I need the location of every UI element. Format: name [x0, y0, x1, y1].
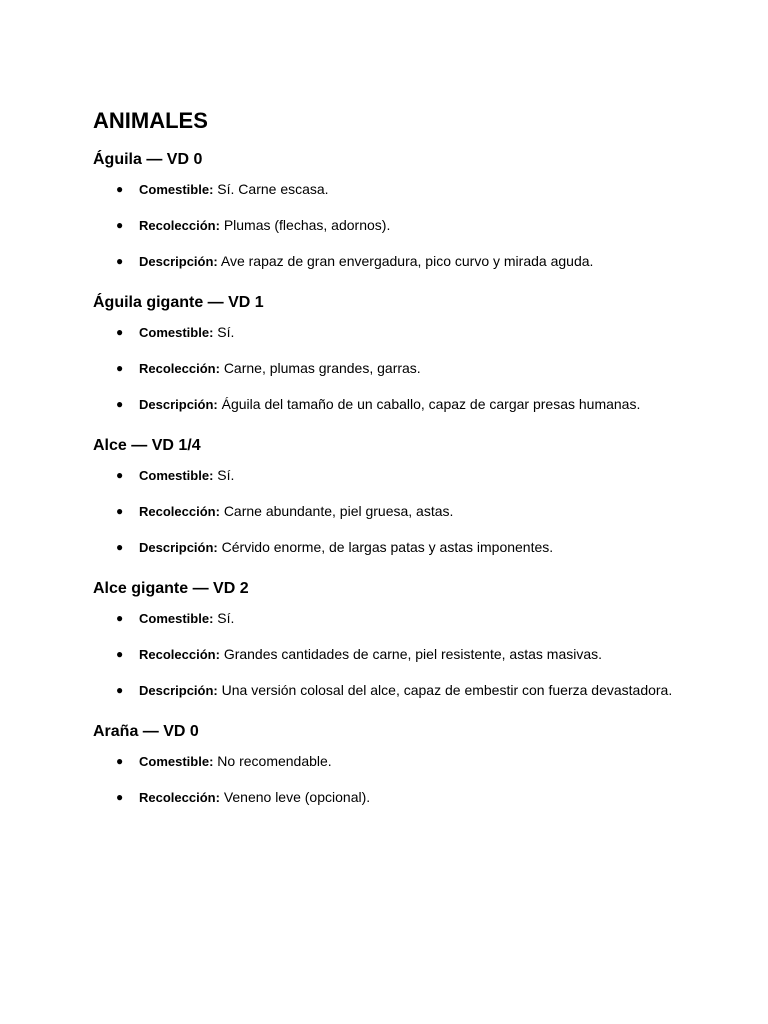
document-title: ANIMALES: [93, 108, 208, 133]
animal-entry: [93, 150, 693, 271]
field-value: Águila del tamaño de un caballo, capaz de cargar presas humanas.: [221, 396, 641, 412]
field-label: Comestible:: [139, 611, 214, 626]
animal-heading: Águila gigante — VD 1: [93, 294, 264, 311]
bullet-icon: ●: [116, 754, 124, 768]
bullet-icon: ●: [116, 397, 124, 411]
field-label: Descripción:: [139, 397, 218, 412]
field-value: Sí. Carne escasa.: [217, 181, 329, 197]
list-item: [93, 323, 693, 342]
bullet-icon: ●: [116, 325, 124, 339]
animal-heading: Alce gigante — VD 2: [93, 580, 249, 597]
bullet-icon: ●: [116, 182, 124, 196]
animal-entry: [93, 722, 693, 807]
field-label: Comestible:: [139, 468, 214, 483]
field-list: [93, 752, 693, 807]
field-label: Recolección:: [139, 361, 220, 376]
field-label: Comestible:: [139, 325, 214, 340]
document-page: [93, 108, 693, 829]
field-value: Sí.: [217, 610, 235, 626]
animal-entry: [93, 436, 693, 557]
field-value: Una versión colosal del alce, capaz de embestir con fuerza devastadora.: [221, 682, 673, 698]
list-item: [93, 395, 693, 414]
field-label: Recolección:: [139, 647, 220, 662]
bullet-icon: ●: [116, 683, 124, 697]
field-list: [93, 466, 693, 557]
bullet-icon: ●: [116, 468, 124, 482]
bullet-icon: ●: [116, 361, 124, 375]
field-list: [93, 180, 693, 271]
list-item: [93, 788, 693, 807]
bullet-icon: ●: [116, 611, 124, 625]
field-value: No recomendable.: [217, 753, 332, 769]
list-item: [93, 752, 693, 771]
bullet-icon: ●: [116, 540, 124, 554]
field-value: Plumas (flechas, adornos).: [223, 217, 391, 233]
field-label: Recolección:: [139, 790, 220, 805]
field-value: Carne, plumas grandes, garras.: [223, 360, 421, 376]
field-label: Descripción:: [139, 540, 218, 555]
field-value: Veneno leve (opcional).: [223, 789, 371, 805]
field-value: Cérvido enorme, de largas patas y astas imponentes.: [221, 539, 554, 555]
list-item: [93, 359, 693, 378]
field-label: Recolección:: [139, 218, 220, 233]
animal-heading: Alce — VD 1/4: [93, 437, 201, 454]
field-label: Comestible:: [139, 182, 214, 197]
bullet-icon: ●: [116, 218, 124, 232]
list-item: [93, 538, 693, 557]
list-item: [93, 180, 693, 199]
list-item: [93, 216, 693, 235]
field-label: Descripción:: [139, 683, 218, 698]
field-value: Grandes cantidades de carne, piel resistente, astas masivas.: [223, 646, 603, 662]
list-item: [93, 609, 693, 628]
list-item: [93, 502, 693, 521]
animal-heading: Araña — VD 0: [93, 723, 199, 740]
field-value: Carne abundante, piel gruesa, astas.: [223, 503, 454, 519]
animal-entry: [93, 293, 693, 414]
field-value: Sí.: [217, 467, 235, 483]
bullet-icon: ●: [116, 254, 124, 268]
field-label: Descripción:: [139, 254, 218, 269]
animal-heading: Águila — VD 0: [93, 151, 203, 168]
field-label: Recolección:: [139, 504, 220, 519]
list-item: [93, 466, 693, 485]
bullet-icon: ●: [116, 647, 124, 661]
list-item: [93, 645, 693, 664]
bullet-icon: ●: [116, 504, 124, 518]
field-value: Sí.: [217, 324, 235, 340]
animal-entry: [93, 579, 693, 700]
list-item: [93, 681, 693, 700]
list-item: [93, 252, 693, 271]
bullet-icon: ●: [116, 790, 124, 804]
field-list: [93, 609, 693, 700]
field-label: Comestible:: [139, 754, 214, 769]
field-value: Ave rapaz de gran envergadura, pico curvo y mirada aguda.: [220, 253, 594, 269]
field-list: [93, 323, 693, 414]
